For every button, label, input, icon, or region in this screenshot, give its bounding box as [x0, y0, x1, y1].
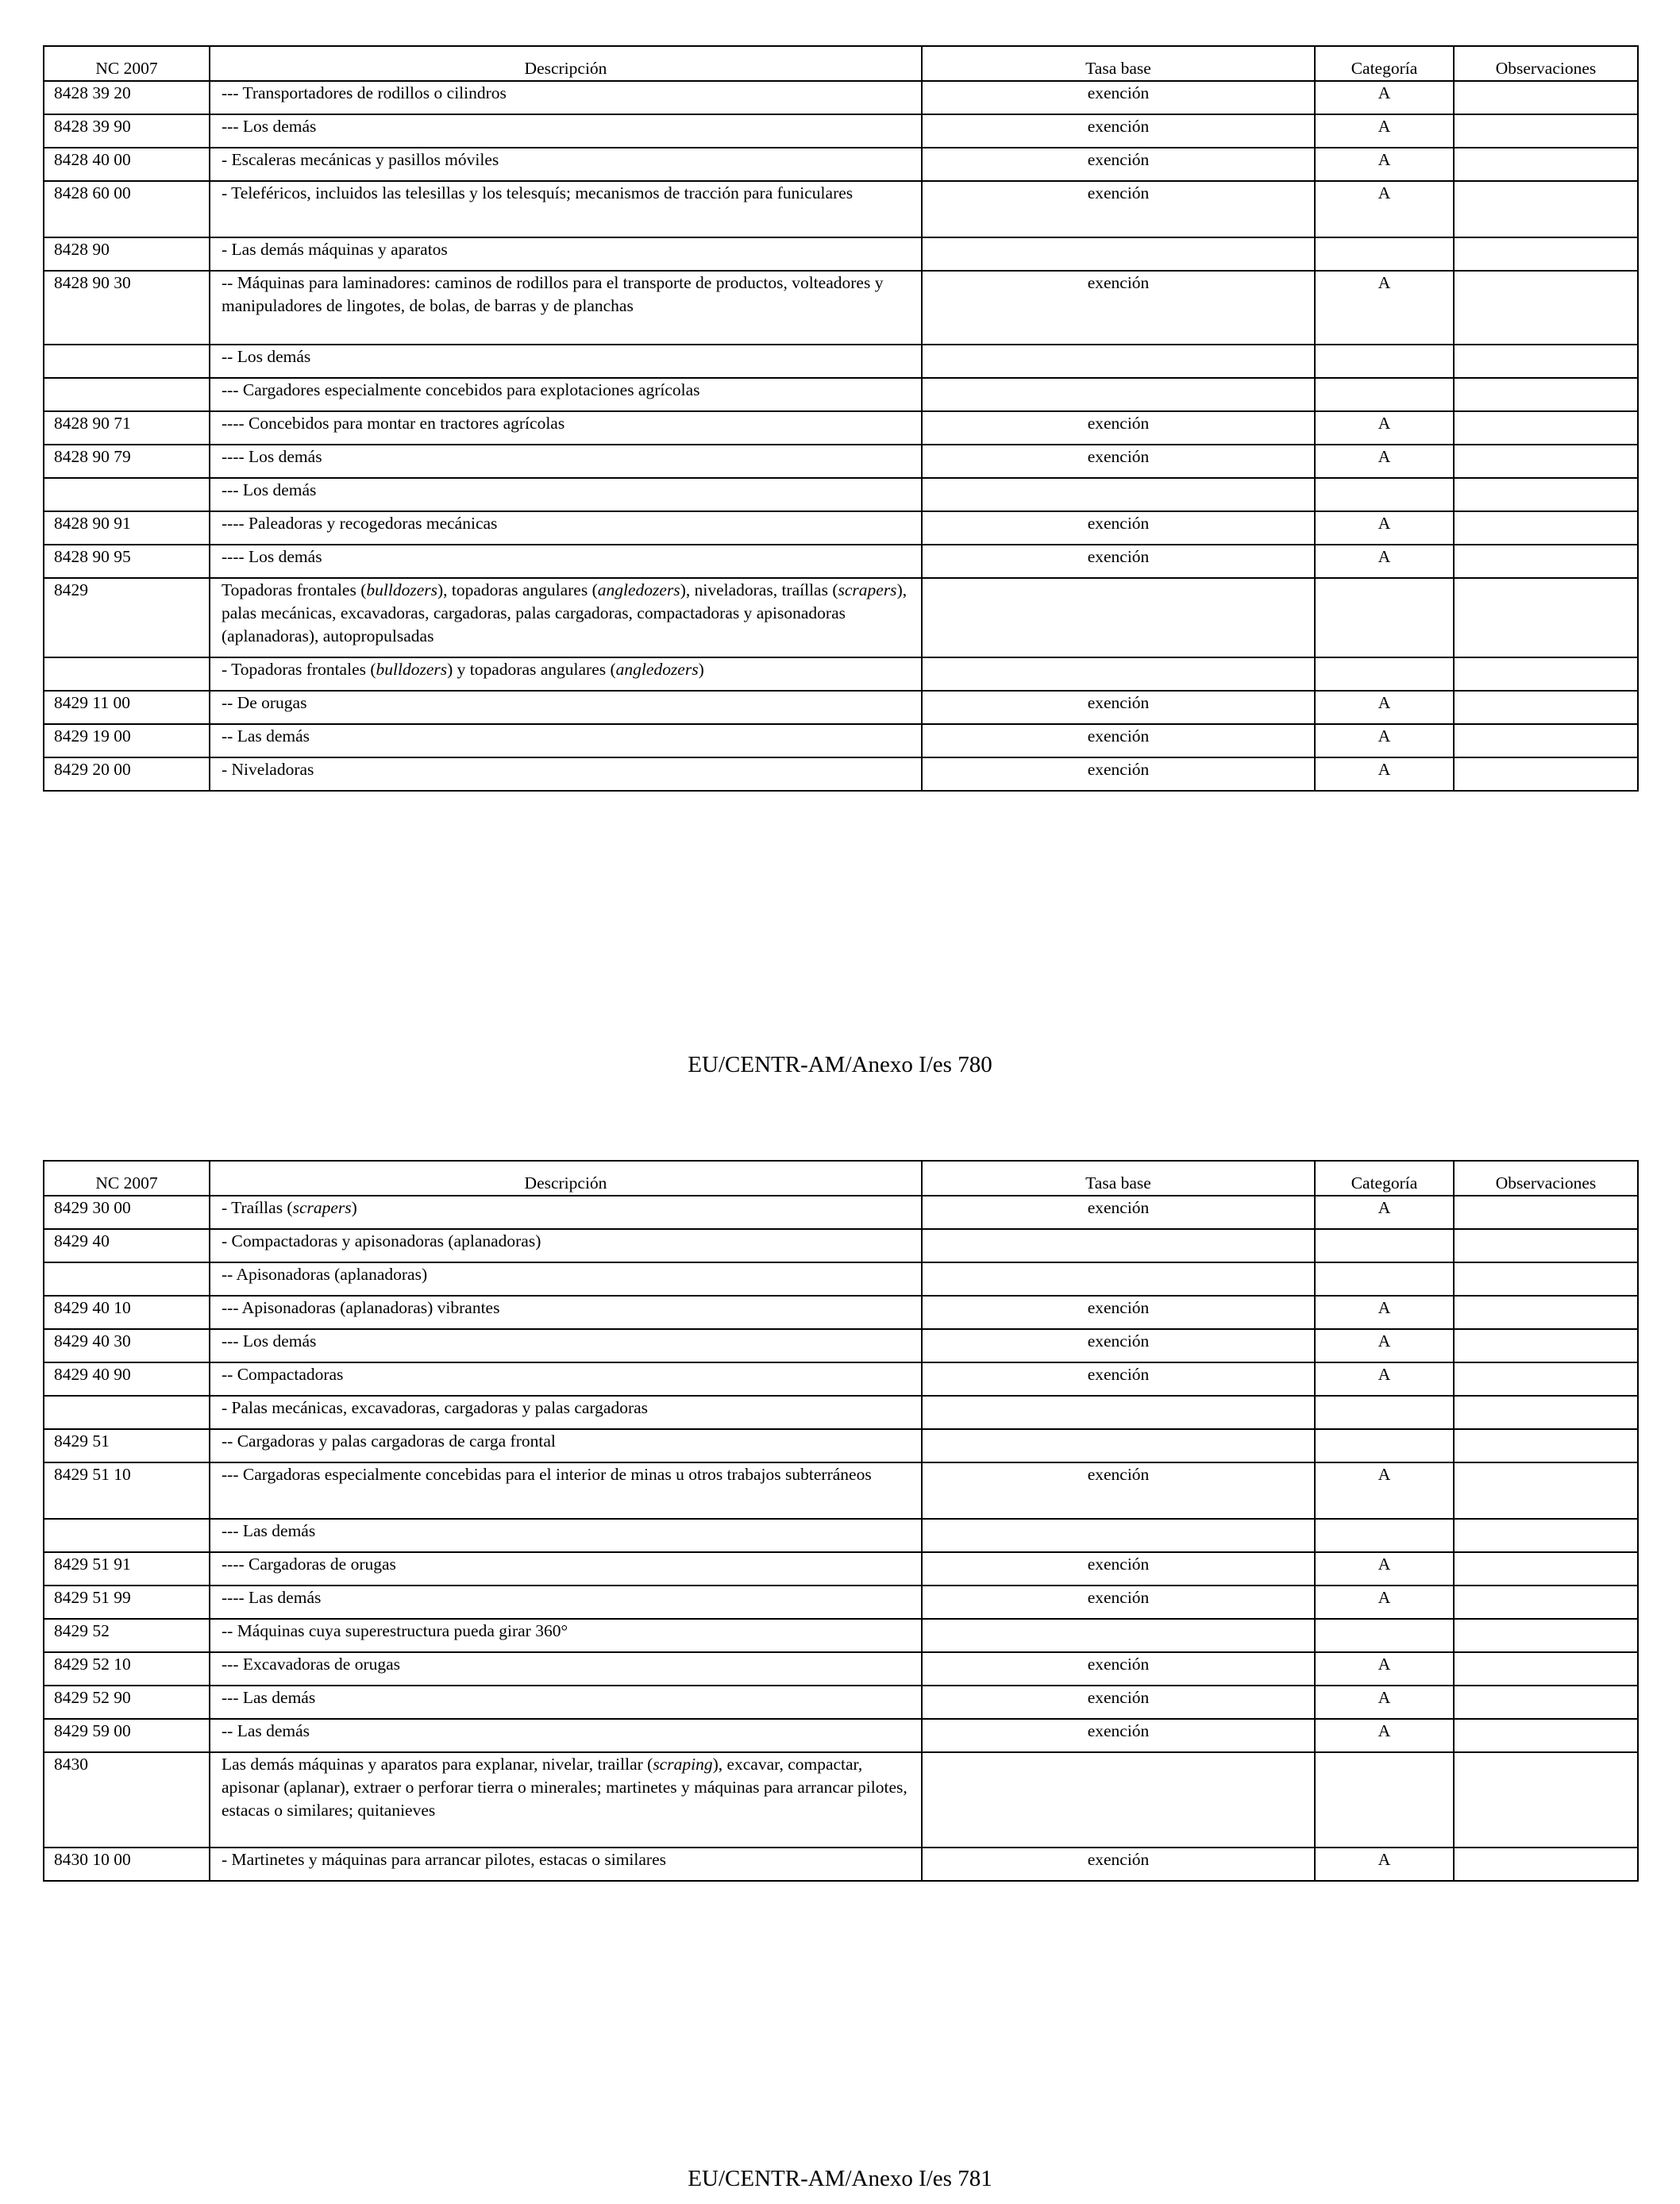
cell-categoria: A [1315, 691, 1454, 724]
cell-tasa-base [922, 1396, 1315, 1429]
header-descripcion: Descripción [210, 1161, 922, 1196]
header-observaciones: Observaciones [1454, 46, 1638, 81]
cell-observaciones [1454, 691, 1638, 724]
table-row [44, 1552, 1638, 1586]
cell-nc-code: 8429 51 99 [44, 1586, 210, 1619]
cell-observaciones [1454, 757, 1638, 791]
cell-observaciones [1454, 578, 1638, 657]
cell-nc-code: 8429 52 10 [44, 1652, 210, 1686]
cell-nc-code: 8428 90 30 [44, 271, 210, 345]
cell-categoria [1315, 1429, 1454, 1462]
cell-observaciones [1454, 1719, 1638, 1752]
cell-nc-code: 8429 40 90 [44, 1362, 210, 1396]
tariff-table-page-780 [43, 45, 1639, 792]
cell-observaciones [1454, 445, 1638, 478]
table-row [44, 1296, 1638, 1329]
cell-categoria: A [1315, 757, 1454, 791]
desc-italic-term: angledozers [597, 580, 680, 599]
table-row [44, 1362, 1638, 1396]
cell-descripcion [210, 657, 922, 691]
cell-tasa-base: exención [922, 1848, 1315, 1881]
cell-observaciones [1454, 657, 1638, 691]
desc-text: ), excavar, compactar, apisonar (aplanar), extraer o perforar tierra o minerales; martinetes y máquinas para arrancar pilotes, estacas o similares; quitanieves [222, 1755, 907, 1820]
cell-nc-code: 8429 11 00 [44, 691, 210, 724]
desc-italic-term: angledozers [615, 660, 699, 679]
table-row [44, 511, 1638, 545]
header-tasa-base: Tasa base [922, 1161, 1315, 1196]
cell-nc-code: 8429 40 [44, 1229, 210, 1262]
cell-nc-code: 8430 10 00 [44, 1848, 210, 1881]
cell-observaciones [1454, 545, 1638, 578]
header-observaciones: Observaciones [1454, 1161, 1638, 1196]
cell-nc-code [44, 1519, 210, 1552]
cell-tasa-base: exención [922, 724, 1315, 757]
cell-nc-code [44, 378, 210, 411]
cell-nc-code: 8429 51 10 [44, 1462, 210, 1519]
desc-text: Las demás máquinas y aparatos para explanar, nivelar, traillar ( [222, 1755, 653, 1774]
cell-observaciones [1454, 1229, 1638, 1262]
cell-categoria [1315, 1752, 1454, 1848]
table-row [44, 271, 1638, 345]
cell-categoria: A [1315, 511, 1454, 545]
cell-observaciones [1454, 1429, 1638, 1462]
cell-nc-code: 8429 40 30 [44, 1329, 210, 1362]
table-row [44, 1519, 1638, 1552]
desc-text: ) [698, 660, 704, 679]
table-row [44, 411, 1638, 445]
cell-tasa-base: exención [922, 1362, 1315, 1396]
cell-tasa-base: exención [922, 181, 1315, 237]
cell-categoria: A [1315, 1552, 1454, 1586]
cell-descripcion [210, 1752, 922, 1848]
cell-tasa-base: exención [922, 1586, 1315, 1619]
cell-tasa-base: exención [922, 757, 1315, 791]
cell-descripcion: ---- Concebidos para montar en tractores agrícolas [210, 411, 922, 445]
cell-descripcion: --- Los demás [210, 1329, 922, 1362]
cell-nc-code [44, 657, 210, 691]
cell-tasa-base: exención [922, 148, 1315, 181]
cell-descripcion: -- Apisonadoras (aplanadoras) [210, 1262, 922, 1296]
header-descripcion: Descripción [210, 46, 922, 81]
cell-tasa-base [922, 1752, 1315, 1848]
cell-observaciones [1454, 114, 1638, 148]
cell-categoria: A [1315, 1586, 1454, 1619]
cell-descripcion [210, 1196, 922, 1229]
desc-italic-term: scraping [653, 1755, 713, 1774]
table-row [44, 1619, 1638, 1652]
desc-text: - Topadoras frontales ( [222, 660, 376, 679]
cell-categoria: A [1315, 271, 1454, 345]
cell-descripcion: --- Las demás [210, 1686, 922, 1719]
table-row [44, 757, 1638, 791]
cell-observaciones [1454, 1848, 1638, 1881]
cell-categoria: A [1315, 1296, 1454, 1329]
cell-observaciones [1454, 237, 1638, 271]
cell-nc-code: 8429 51 91 [44, 1552, 210, 1586]
table-row [44, 445, 1638, 478]
cell-descripcion: --- Los demás [210, 478, 922, 511]
cell-tasa-base: exención [922, 511, 1315, 545]
cell-tasa-base: exención [922, 1196, 1315, 1229]
cell-observaciones [1454, 1619, 1638, 1652]
cell-tasa-base [922, 1262, 1315, 1296]
cell-nc-code: 8429 52 90 [44, 1686, 210, 1719]
table-row [44, 148, 1638, 181]
cell-observaciones [1454, 1196, 1638, 1229]
cell-tasa-base: exención [922, 1329, 1315, 1362]
cell-observaciones [1454, 1362, 1638, 1396]
cell-categoria: A [1315, 1652, 1454, 1686]
table-row [44, 545, 1638, 578]
table-row [44, 1196, 1638, 1229]
table-row [44, 237, 1638, 271]
cell-tasa-base: exención [922, 81, 1315, 114]
cell-categoria: A [1315, 1686, 1454, 1719]
table-row [44, 1686, 1638, 1719]
cell-categoria: A [1315, 1329, 1454, 1362]
cell-tasa-base: exención [922, 271, 1315, 345]
header-categoria: Categoría [1315, 1161, 1454, 1196]
cell-tasa-base [922, 378, 1315, 411]
cell-categoria: A [1315, 724, 1454, 757]
cell-nc-code: 8428 39 90 [44, 114, 210, 148]
cell-nc-code: 8429 19 00 [44, 724, 210, 757]
cell-tasa-base [922, 1519, 1315, 1552]
cell-categoria [1315, 1519, 1454, 1552]
cell-descripcion: - Niveladoras [210, 757, 922, 791]
cell-observaciones [1454, 1552, 1638, 1586]
cell-descripcion: ---- Las demás [210, 1586, 922, 1619]
cell-tasa-base: exención [922, 445, 1315, 478]
table-header-row [44, 46, 1638, 81]
cell-observaciones [1454, 1296, 1638, 1329]
cell-descripcion: - Las demás máquinas y aparatos [210, 237, 922, 271]
cell-categoria [1315, 237, 1454, 271]
cell-categoria: A [1315, 81, 1454, 114]
cell-categoria: A [1315, 1362, 1454, 1396]
cell-descripcion: -- Máquinas cuya superestructura pueda girar 360° [210, 1619, 922, 1652]
desc-italic-term: bulldozers [376, 660, 448, 679]
cell-categoria [1315, 1262, 1454, 1296]
cell-categoria [1315, 378, 1454, 411]
cell-nc-code: 8429 52 [44, 1619, 210, 1652]
cell-descripcion: -- Las demás [210, 1719, 922, 1752]
cell-tasa-base [922, 578, 1315, 657]
cell-nc-code: 8429 [44, 578, 210, 657]
cell-descripcion: --- Cargadoras especialmente concebidas para el interior de minas u otros trabajos subterráneos [210, 1462, 922, 1519]
cell-nc-code: 8429 40 10 [44, 1296, 210, 1329]
cell-categoria: A [1315, 1196, 1454, 1229]
cell-categoria [1315, 657, 1454, 691]
cell-descripcion: ---- Los demás [210, 445, 922, 478]
cell-observaciones [1454, 271, 1638, 345]
cell-categoria: A [1315, 181, 1454, 237]
desc-italic-term: bulldozers [366, 580, 437, 599]
cell-tasa-base [922, 1619, 1315, 1652]
cell-observaciones [1454, 411, 1638, 445]
cell-categoria [1315, 578, 1454, 657]
cell-descripcion: - Escaleras mecánicas y pasillos móviles [210, 148, 922, 181]
cell-descripcion [210, 578, 922, 657]
cell-descripcion: - Palas mecánicas, excavadoras, cargadoras y palas cargadoras [210, 1396, 922, 1429]
table-row [44, 1848, 1638, 1881]
table-row [44, 1586, 1638, 1619]
cell-nc-code: 8429 20 00 [44, 757, 210, 791]
cell-descripcion: ---- Los demás [210, 545, 922, 578]
cell-categoria: A [1315, 1719, 1454, 1752]
cell-tasa-base: exención [922, 1719, 1315, 1752]
cell-categoria: A [1315, 1848, 1454, 1881]
cell-observaciones [1454, 1586, 1638, 1619]
desc-text: ), niveladoras, traíllas ( [680, 580, 838, 599]
cell-observaciones [1454, 1462, 1638, 1519]
cell-observaciones [1454, 81, 1638, 114]
cell-nc-code: 8428 90 91 [44, 511, 210, 545]
tariff-table-page-781 [43, 1160, 1639, 1882]
cell-nc-code: 8428 90 [44, 237, 210, 271]
cell-nc-code: 8428 90 95 [44, 545, 210, 578]
header-categoria: Categoría [1315, 46, 1454, 81]
table-row [44, 1262, 1638, 1296]
cell-tasa-base: exención [922, 691, 1315, 724]
cell-observaciones [1454, 1329, 1638, 1362]
cell-nc-code: 8429 59 00 [44, 1719, 210, 1752]
table-row [44, 1652, 1638, 1686]
cell-descripcion: ---- Cargadoras de orugas [210, 1552, 922, 1586]
desc-text: ), palas mecánicas, excavadoras, cargadoras, palas cargadoras, compactadoras y apisonadoras (aplanadoras), autopropulsadas [222, 580, 907, 645]
table-row [44, 1396, 1638, 1429]
table-row [44, 691, 1638, 724]
cell-nc-code [44, 1262, 210, 1296]
cell-descripcion: --- Los demás [210, 114, 922, 148]
cell-observaciones [1454, 1262, 1638, 1296]
cell-descripcion: --- Las demás [210, 1519, 922, 1552]
cell-nc-code: 8428 39 20 [44, 81, 210, 114]
desc-text: ) y topadoras angulares ( [447, 660, 616, 679]
cell-tasa-base [922, 345, 1315, 378]
desc-italic-term: scrapers [292, 1198, 352, 1217]
cell-descripcion: -- Los demás [210, 345, 922, 378]
table-row [44, 345, 1638, 378]
page-footer-781: EU/CENTR-AM/Anexo I/es 781 [688, 2166, 992, 2191]
cell-tasa-base: exención [922, 1652, 1315, 1686]
cell-observaciones [1454, 724, 1638, 757]
cell-nc-code: 8429 51 [44, 1429, 210, 1462]
table-row [44, 378, 1638, 411]
table-row [44, 181, 1638, 237]
cell-descripcion: --- Transportadores de rodillos o cilindros [210, 81, 922, 114]
cell-descripcion: --- Cargadores especialmente concebidos para explotaciones agrícolas [210, 378, 922, 411]
cell-observaciones [1454, 181, 1638, 237]
cell-observaciones [1454, 345, 1638, 378]
cell-categoria: A [1315, 114, 1454, 148]
cell-tasa-base: exención [922, 1296, 1315, 1329]
cell-descripcion: - Martinetes y máquinas para arrancar pilotes, estacas o similares [210, 1848, 922, 1881]
cell-observaciones [1454, 478, 1638, 511]
table-row [44, 1329, 1638, 1362]
cell-categoria [1315, 345, 1454, 378]
cell-tasa-base [922, 657, 1315, 691]
cell-descripcion: - Teleféricos, incluidos las telesillas y los telesquís; mecanismos de tracción para funiculares [210, 181, 922, 237]
table-row [44, 578, 1638, 657]
header-nc-2007: NC 2007 [44, 46, 210, 81]
cell-descripcion: -- Compactadoras [210, 1362, 922, 1396]
cell-tasa-base: exención [922, 1686, 1315, 1719]
cell-observaciones [1454, 511, 1638, 545]
table-row [44, 1229, 1638, 1262]
cell-nc-code: 8428 40 00 [44, 148, 210, 181]
cell-categoria: A [1315, 148, 1454, 181]
header-nc-2007: NC 2007 [44, 1161, 210, 1196]
cell-tasa-base [922, 237, 1315, 271]
cell-nc-code: 8428 60 00 [44, 181, 210, 237]
cell-observaciones [1454, 1652, 1638, 1686]
cell-tasa-base [922, 1229, 1315, 1262]
table-row [44, 657, 1638, 691]
cell-descripcion: -- Máquinas para laminadores: caminos de rodillos para el transporte de productos, volteadores y manipuladores de lingotes, de bolas, de barras y de planchas [210, 271, 922, 345]
table-row [44, 1429, 1638, 1462]
table-row [44, 1752, 1638, 1848]
table-row [44, 114, 1638, 148]
cell-nc-code: 8430 [44, 1752, 210, 1848]
cell-nc-code [44, 478, 210, 511]
cell-tasa-base: exención [922, 411, 1315, 445]
desc-text: ) [351, 1198, 357, 1217]
desc-text: Topadoras frontales ( [222, 580, 367, 599]
table-row [44, 1719, 1638, 1752]
cell-observaciones [1454, 1686, 1638, 1719]
cell-descripcion: ---- Paleadoras y recogedoras mecánicas [210, 511, 922, 545]
cell-categoria: A [1315, 445, 1454, 478]
cell-descripcion: -- De orugas [210, 691, 922, 724]
cell-categoria [1315, 1619, 1454, 1652]
cell-descripcion: -- Cargadoras y palas cargadoras de carga frontal [210, 1429, 922, 1462]
cell-observaciones [1454, 1396, 1638, 1429]
desc-text: - Traíllas ( [222, 1198, 293, 1217]
table-row [44, 478, 1638, 511]
desc-italic-term: scrapers [838, 580, 897, 599]
cell-nc-code [44, 345, 210, 378]
cell-nc-code [44, 1396, 210, 1429]
cell-tasa-base [922, 1429, 1315, 1462]
table-row [44, 724, 1638, 757]
cell-descripcion: --- Excavadoras de orugas [210, 1652, 922, 1686]
cell-categoria: A [1315, 411, 1454, 445]
cell-categoria: A [1315, 545, 1454, 578]
cell-tasa-base: exención [922, 114, 1315, 148]
page-footer-780: EU/CENTR-AM/Anexo I/es 780 [688, 1052, 992, 1077]
cell-categoria [1315, 1396, 1454, 1429]
header-tasa-base: Tasa base [922, 46, 1315, 81]
table-row [44, 81, 1638, 114]
cell-observaciones [1454, 1752, 1638, 1848]
cell-nc-code: 8428 90 79 [44, 445, 210, 478]
cell-categoria [1315, 478, 1454, 511]
cell-descripcion: -- Las demás [210, 724, 922, 757]
cell-tasa-base: exención [922, 1552, 1315, 1586]
cell-observaciones [1454, 378, 1638, 411]
desc-text: ), topadoras angulares ( [437, 580, 598, 599]
cell-descripcion: --- Apisonadoras (aplanadoras) vibrantes [210, 1296, 922, 1329]
cell-tasa-base: exención [922, 1462, 1315, 1519]
cell-nc-code: 8429 30 00 [44, 1196, 210, 1229]
table-row [44, 1462, 1638, 1519]
table-header-row [44, 1161, 1638, 1196]
cell-observaciones [1454, 1519, 1638, 1552]
cell-observaciones [1454, 148, 1638, 181]
cell-categoria [1315, 1229, 1454, 1262]
cell-categoria: A [1315, 1462, 1454, 1519]
cell-descripcion: - Compactadoras y apisonadoras (aplanadoras) [210, 1229, 922, 1262]
cell-tasa-base [922, 478, 1315, 511]
cell-nc-code: 8428 90 71 [44, 411, 210, 445]
cell-tasa-base: exención [922, 545, 1315, 578]
